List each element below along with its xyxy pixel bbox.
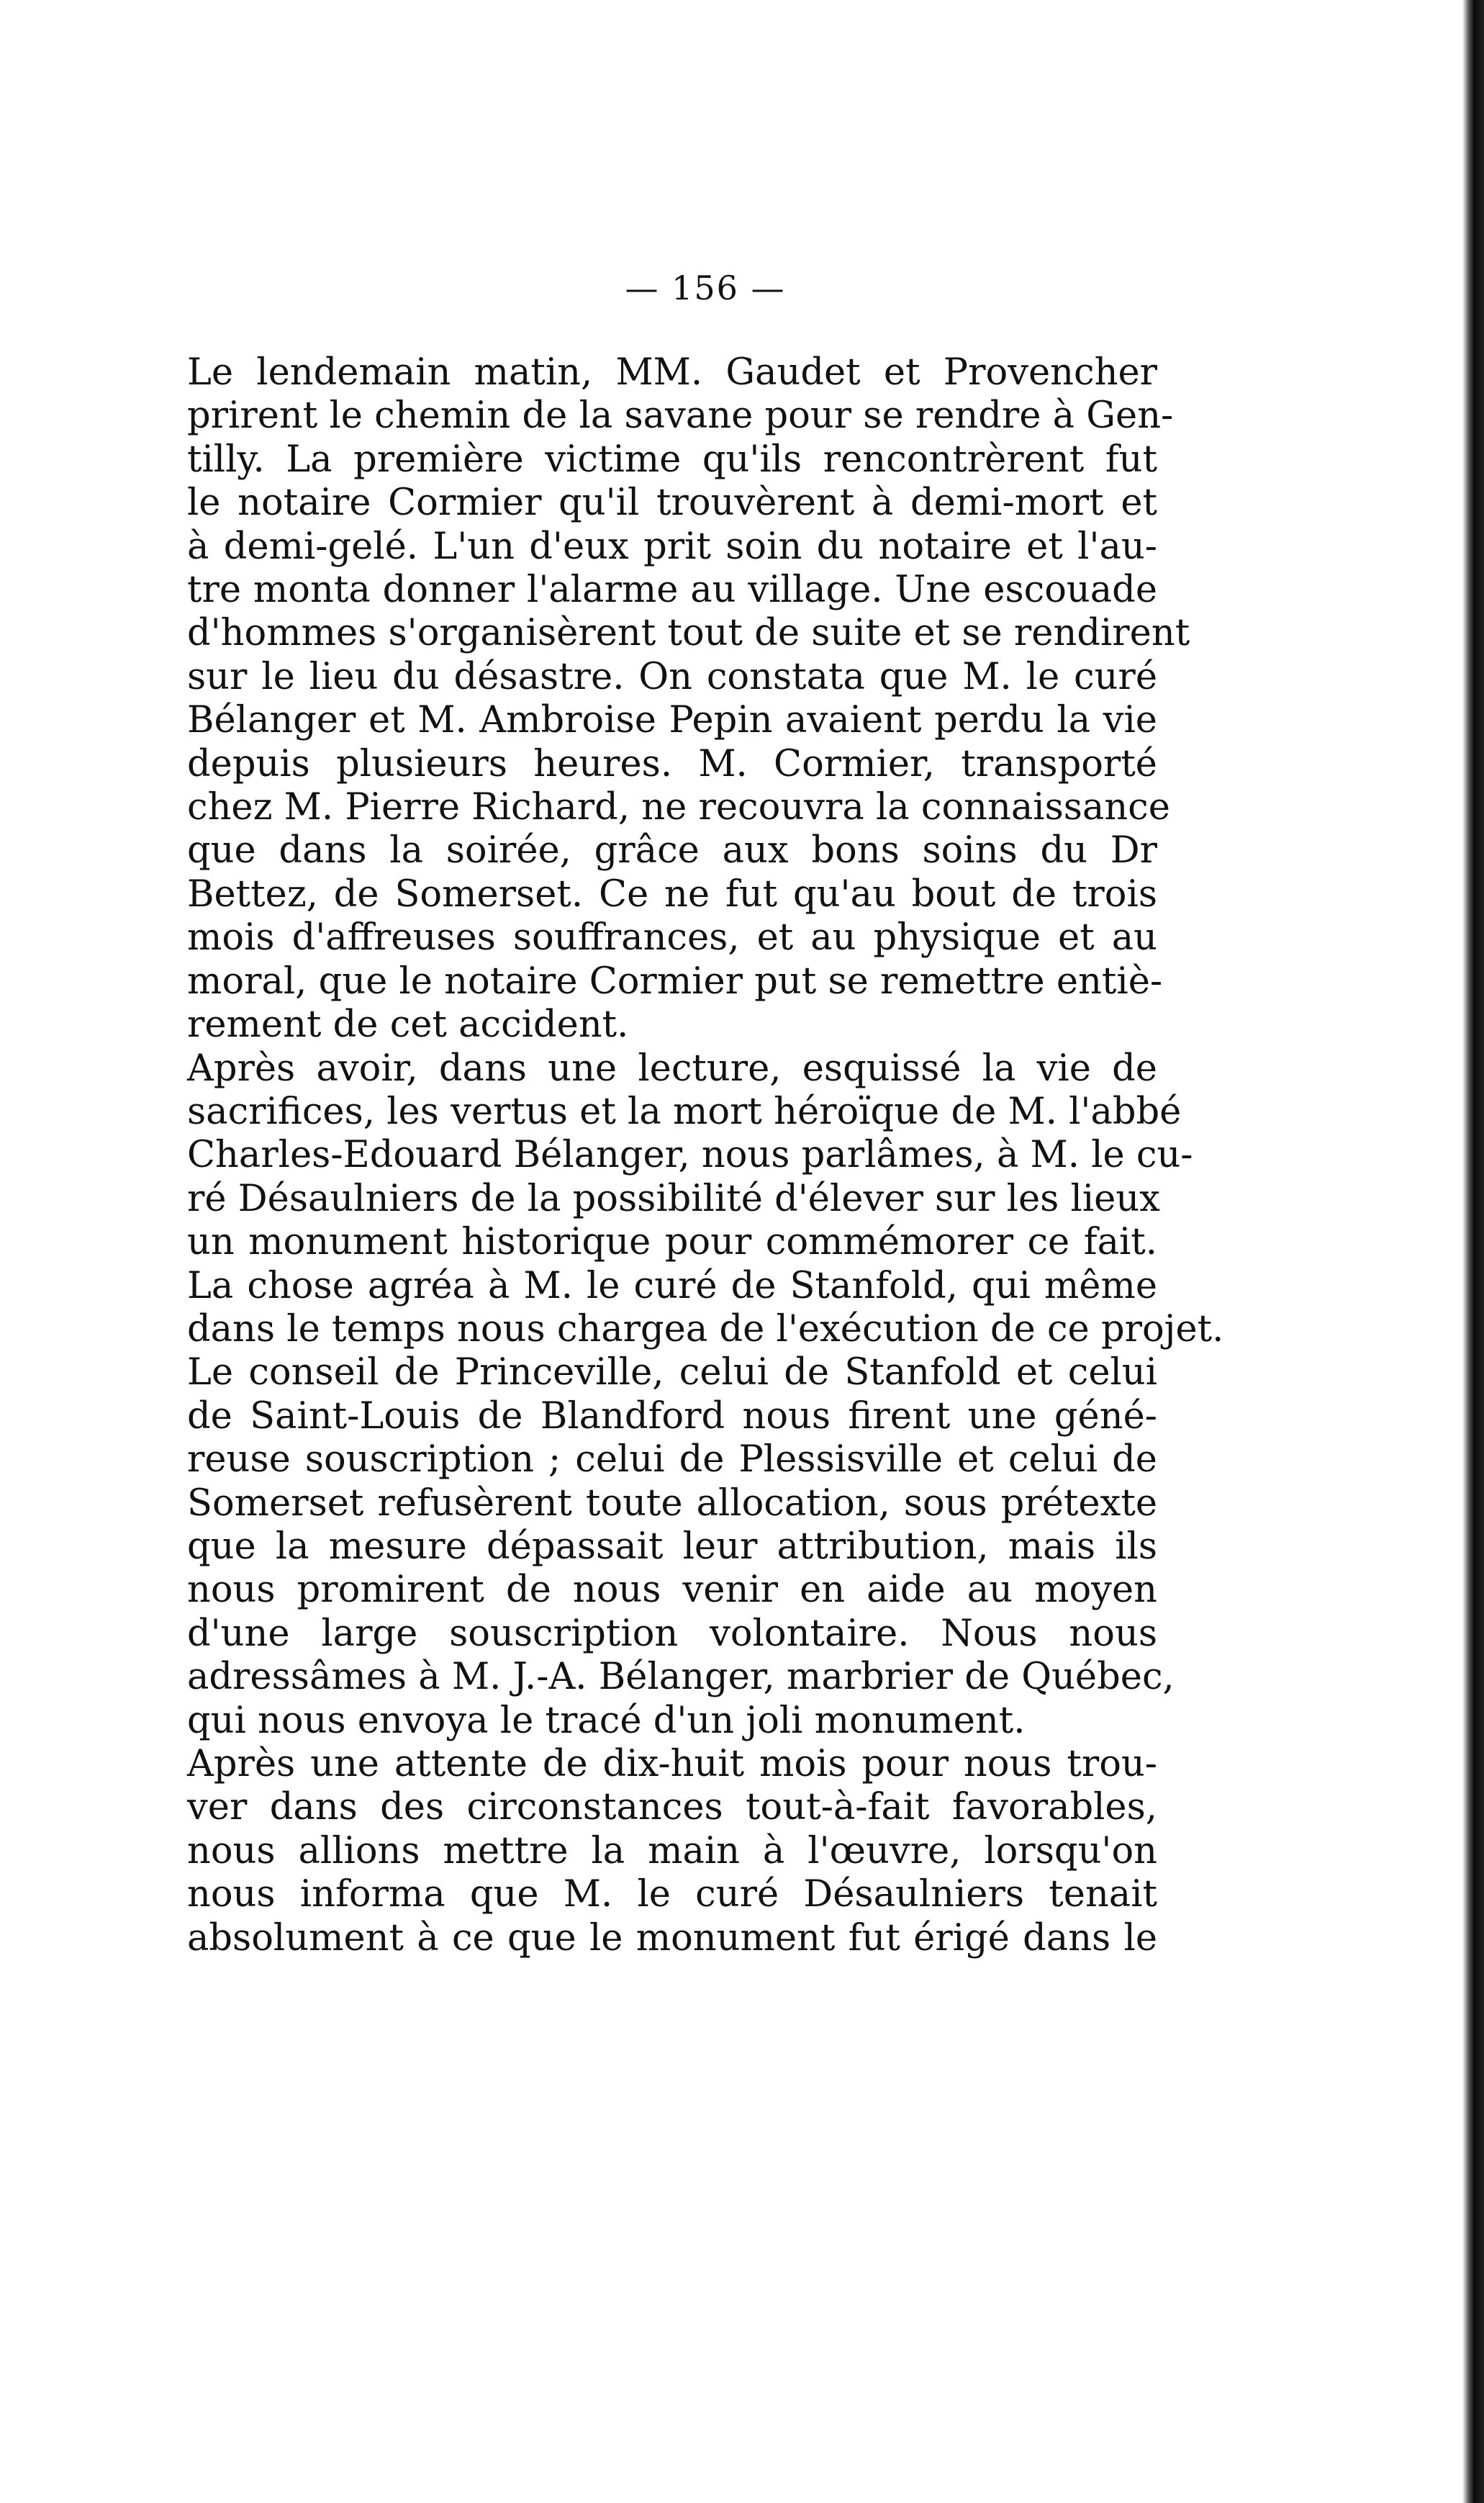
paragraph [150, 1743, 1157, 1960]
paragraph [150, 1351, 1175, 1743]
text-line: que la mesure dépassait leur attribution, mais ils [187, 1525, 1157, 1568]
text-line: dans le temps nous chargea de l'exécution de ce projet. [187, 1307, 1224, 1350]
text-line: de Saint-Louis de Blandford nous firent une géné- [187, 1394, 1157, 1438]
text-line: Le conseil de Princeville, celui de Stanfold et celui [187, 1351, 1157, 1394]
text-line: reuse souscription ; celui de Plessisville et celui de [187, 1438, 1157, 1481]
text-line: Charles-Edouard Bélanger, nous parlâmes, à M. le cu- [187, 1134, 1193, 1177]
text-line: absolument à ce que le monument fut érigé dans le [187, 1916, 1157, 1959]
text-line: La chose agréa à M. le curé de Stanfold, qui même [187, 1264, 1157, 1307]
text-line: Bélanger et M. Ambroise Pepin avaient perdu la vie [187, 699, 1157, 742]
text-line: tilly. La première victime qu'ils rencontrèrent fut [187, 438, 1157, 481]
text-line: d'une large souscription volontaire. Nous nous [187, 1612, 1157, 1655]
text-line: nous promirent de nous venir en aide au moyen [187, 1569, 1157, 1612]
text-line: que dans la soirée, grâce aux bons soins du Dr [187, 829, 1157, 872]
text-line: depuis plusieurs heures. M. Cormier, transporté [187, 742, 1157, 785]
page-number: — 156 — [625, 269, 786, 307]
binding-edge [1462, 0, 1484, 2503]
text-line: d'hommes s'organisèrent tout de suite et se rendirent [187, 612, 1190, 655]
text-line: moral, que le notaire Cormier put se remettre entiè- [187, 960, 1163, 1003]
text-line: prirent le chemin de la savane pour se rendre à Gen- [187, 394, 1174, 438]
text-line: adressâmes à M. J.-A. Bélanger, marbrier de Québec, [187, 1656, 1175, 1699]
text-line: ré Désaulniers de la possibilité d'élever sur les lieux [187, 1177, 1160, 1220]
body-text [150, 351, 1224, 1960]
text-line: Somerset refusèrent toute allocation, sous prétexte [187, 1481, 1157, 1525]
text-line: nous allions mettre la main à l'œuvre, lorsqu'on [187, 1829, 1157, 1872]
text-line: Bettez, de Somerset. Ce ne fut qu'au bout de trois [187, 872, 1157, 916]
text-line: à demi-gelé. L'un d'eux prit soin du notaire et l'au- [187, 525, 1157, 568]
text-line: Après avoir, dans une lecture, esquissé la vie de [187, 1047, 1157, 1090]
text-line: rement de cet accident. [187, 1004, 629, 1047]
text-line: un monument historique pour commémorer ce fait. [187, 1221, 1157, 1264]
text-line: qui nous envoya le tracé d'un joli monument. [187, 1699, 1026, 1742]
text-line: Après une attente de dix-huit mois pour nous trou- [187, 1743, 1157, 1785]
text-line: ver dans des circonstances tout-à-fait favorables, [187, 1786, 1157, 1829]
paragraph [150, 1047, 1224, 1352]
text-line: tre monta donner l'alarme au village. Une escouade [187, 569, 1157, 612]
text-line: Le lendemain matin, MM. Gaudet et Provencher [187, 351, 1157, 394]
paragraph [150, 351, 1190, 1047]
text-line: chez M. Pierre Richard, ne recouvra la connaissance [187, 786, 1170, 829]
text-line: sur le lieu du désastre. On constata que M. le curé [187, 655, 1157, 698]
text-line: sacrifices, les vertus et la mort héroïque de M. l'abbé [187, 1090, 1182, 1133]
text-line: mois d'affreuses souffrances, et au physique et au [187, 916, 1157, 960]
text-line: le notaire Cormier qu'il trouvèrent à demi-mort et [187, 482, 1157, 525]
text-line: nous informa que M. le curé Désaulniers tenait [187, 1873, 1157, 1916]
